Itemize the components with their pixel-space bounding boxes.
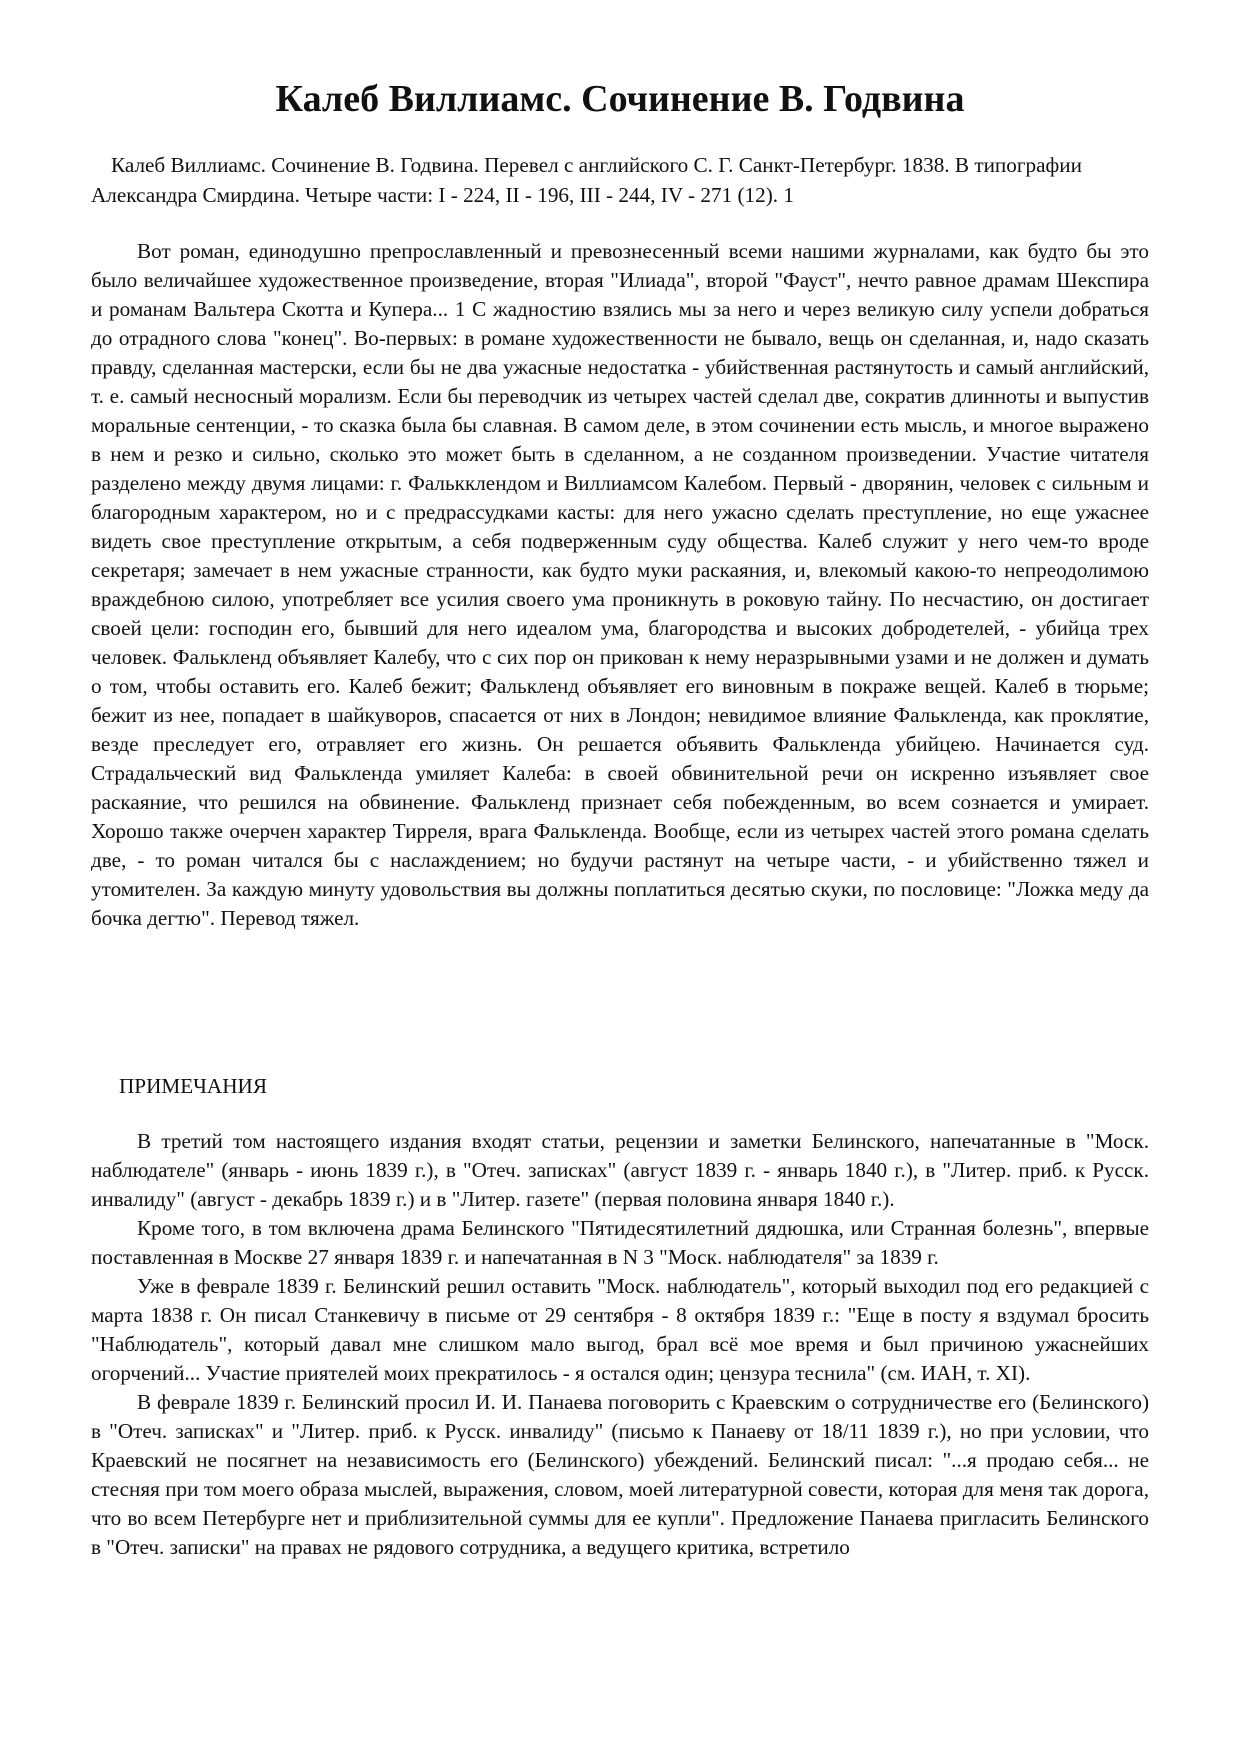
notes-paragraph: Кроме того, в том включена драма Белинского "Пятидесятилетний дядюшка, или Странная болезнь", впервые поставленная в Москве 27 января 1839 г. и напечатанная в N 3 "Моск. наблюдателя" за 1839 г. [91,1216,1149,1269]
page-title: Калеб Виллиамс. Сочинение В. Годвина [275,78,965,120]
notes-section [91,1127,1149,1562]
notes-paragraph: В феврале 1839 г. Белинский просил И. И. Панаева поговорить с Краевским о сотрудничестве его (Белинского) в "Отеч. записках" и "Литер. приб. к Русск. инвалиду" (письмо к Панаеву от 18/11 1839 г.), но при условии, что Краевский не посягнет на независимость его (Белинского) убеждений. Белинский писал: "...я продаю себя... не стесняя при том моего образа мыслей, выражения, словом, моей литературной совести, которая для меня так дорога, что во всем Петербурге нет и приблизительной суммы для ее купли". Предложение Панаева пригласить Белинского в "Отеч. записки" на правах не рядового сотрудника, а ведущего критика, встретило [91,1390,1149,1559]
bibliographic-subtitle: Калеб Виллиамс. Сочинение В. Годвина. Перевел с английского С. Г. Санкт-Петербург. 1838. В типографии Александра Смирдина. Четыре части: I - 224, II - 196, III - 244, IV - 271 (12). 1 [91,153,1082,207]
review-paragraph: Вот роман, единодушно препрославленный и превознесенный всеми нашими журналами, как будто бы это было величайшее художественное произведение, вторая "Илиада", второй "Фауст", нечто равное драмам Шекспира и романам Вальтера Скотта и Купера... 1 С жадностию взялись мы за него и через великую силу успели добраться до отрадного слова "конец". Во-первых: в романе художественности не бывало, вещь он сделанная, и, надо сказать правду, сделанная мастерски, если бы не два ужасные недостатка - убийственная растянутость и самый английский, т. е. самый несносный морализм. Если бы переводчик из четырех частей сделал две, сократив длинноты и выпустив моральные сентенции, - то сказка была бы славная. В самом деле, в этом сочинении есть мысль, и многое выражено в нем и резко и сильно, сколько это может быть в сделанном, а не созданном произведении. Участие читателя разделено между двумя лицами: г. Фалькклендом и Виллиамсом Калебом. Первый - дворянин, человек с сильным и благородным характером, но и с предрассудками касты: для него ужасно сделать преступление, но еще ужаснее видеть свое преступление открытым, а себя подверженным суду общества. Калеб служит у него чем-то вроде секретаря; замечает в нем ужасные странности, как будто муки раскаяния, и, влекомый какою-то непреодолимою враждебною силою, употребляет все усилия своего ума проникнуть в роковую тайну. По несчастию, он достигает своей цели: господин его, бывший для него идеалом ума, благородства и высоких добродетелей, - убийца трех человек. Фалькленд объявляет Калебу, что с сих пор он прикован к нему неразрывными узами и не должен и думать о том, чтобы оставить его. Калеб бежит; Фалькленд объявляет его виновным в покраже вещей. Калеб в тюрьме; бежит из нее, попадает в шайкуворов, спасается от них в Лондон; невидимое влияние Фалькленда, как проклятие, везде преследует его, отравляет его жизнь. Он решается объявить Фалькленда убийцею. Начинается суд. Страдальческий вид Фалькленда умиляет Калеба: в своей обвинительной речи он искренно изъявляет свое раскаяние, что решился на обвинение. Фалькленд признает себя побежденным, во всем сознается и умирает. Хорошо также очерчен характер Тирреля, врага Фалькленда. Вообще, если из четырех частей этого романа сделать две, - то роман читался бы с наслаждением; но будучи растянут на четыре части, - и убийственно тяжел и утомителен. За каждую минуту удовольствия вы должны поплатиться десятью скуки, по пословице: "Ложка меду да бочка дегтю". Перевод тяжел. [91,239,1149,930]
notes-paragraph: Уже в феврале 1839 г. Белинский решил оставить "Моск. наблюдатель", который выходил под его редакцией с марта 1838 г. Он писал Станкевичу в письме от 29 сентября - 8 октября 1839 г.: "Еще в посту я вздумал бросить "Наблюдатель", который давал мне слишком мало выгод, брал всё мое время и был причиною ужаснейших огорчений... Участие приятелей моих прекратилось - я остался один; цензура теснила" (см. ИАН, т. XI). [91,1274,1149,1385]
notes-heading: ПРИМЕЧАНИЯ [119,1074,267,1098]
notes-paragraph: В третий том настоящего издания входят статьи, рецензии и заметки Белинского, напечатанные в "Моск. наблюдателе" (январь - июнь 1839 г.), в "Отеч. записках" (август 1839 г. - январь 1840 г.), в "Литер. приб. к Русск. инвалиду" (август - декабрь 1839 г.) и в "Литер. газете" (первая половина января 1840 г.). [91,1129,1149,1211]
